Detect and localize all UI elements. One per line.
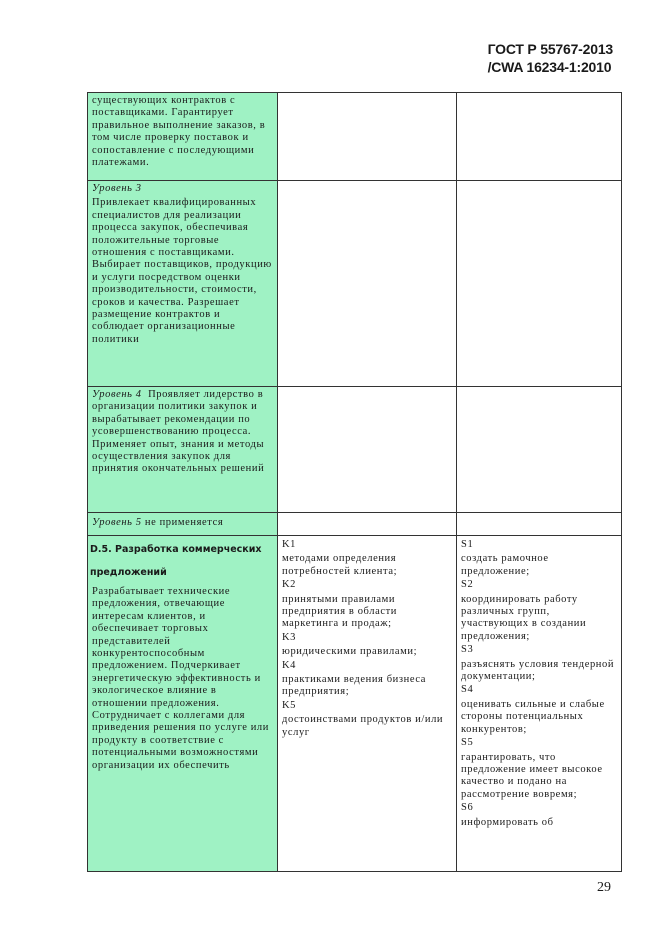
knowledge-text: юридическими правилами; [282, 646, 418, 658]
skill-text: оценивать сильные и слабые стороны потенциальных конкурентов; [461, 698, 605, 735]
knowledge-code: K5 [282, 699, 297, 711]
knowledge-text: достоинствами продуктов и/или услуг [282, 714, 444, 738]
section-title: D.5. Разработка коммерческих предложений [90, 544, 262, 578]
level-3-cell [88, 181, 278, 387]
table-row [88, 181, 622, 387]
level-label: Уровень 3 [92, 183, 142, 194]
skills-list-cell [457, 536, 622, 872]
level-description: не применяется [144, 517, 224, 528]
section-description: Разрабатывает технические предложения, отвечающие интересам клиентов, и обеспечивает торговых представителей конкурентоспособным предложением. Подчеркивает энергетическую эффективность и экологическое влияние в отношении предложения. Сотрудничает с коллегами для приведения решения по услуге или продукту в соответствие с потенциальными возможностями организации их обеспечить [92, 586, 269, 771]
standard-number: ГОСТ Р 55767-2013 [487, 41, 613, 57]
knowledge-code: K3 [282, 631, 297, 643]
knowledge-cell [278, 93, 457, 181]
knowledge-code: K2 [282, 579, 297, 591]
level-paragraph [92, 389, 273, 476]
knowledge-cell [278, 513, 457, 536]
skills-cell [457, 181, 622, 387]
knowledge-cell [278, 181, 457, 387]
knowledge-code: K4 [282, 659, 297, 671]
skill-code: S4 [461, 684, 474, 696]
level-description: Проявляет лидерство в организации политики закупок и вырабатывает рекомендации по усовершенствованию процесса. Применяет опыт, знания и методы осуществления закупок для принятия окончательных решений [92, 389, 265, 475]
document-header [488, 40, 613, 76]
competence-table [87, 92, 622, 872]
skill-code: S2 [461, 579, 474, 591]
table-row [88, 536, 622, 872]
knowledge-text: методами определения потребностей клиента; [282, 553, 398, 577]
level-5-cell [88, 513, 278, 536]
level-label: Уровень 4 [92, 389, 142, 400]
skills-cell [457, 513, 622, 536]
skill-text: создать рамочное предложение; [461, 553, 549, 577]
section-d5-cell [88, 536, 278, 872]
skill-code: S5 [461, 737, 474, 749]
table-row [88, 93, 622, 181]
skill-text: разъяснять условия тендерной документации; [461, 658, 615, 683]
knowledge-code: K1 [282, 539, 297, 550]
skills-cell [457, 93, 622, 181]
knowledge-cell [278, 387, 457, 513]
skill-code: S1 [461, 539, 474, 550]
knowledge-text: практиками ведения бизнеса предприятия; [282, 674, 427, 698]
level-paragraph [92, 517, 273, 529]
table-row [88, 387, 622, 513]
description-text: существующих контрактов с поставщиками. Гарантирует правильное выполнение заказов, в том числе проверку поставок и сопоставление с последующими платежами. [92, 95, 266, 169]
description-cell [88, 93, 278, 181]
knowledge-list-cell [278, 536, 457, 872]
level-description: Привлекает квалифицированных специалистов для реализации процесса закупок, обеспечивая положительные торговые отношения с поставщиками. Выбирает поставщиков, продукцию и услуги посредством оценки производительности, стоимости, сроков и качества. Разрешает размещение контрактов и соблюдает организационные политики [92, 197, 272, 345]
skills-cell [457, 387, 622, 513]
skill-code: S3 [461, 644, 474, 656]
level-label: Уровень 5 [92, 517, 142, 528]
level-4-cell [88, 387, 278, 513]
skill-text: координировать работу различных групп, участвующих в создании предложения; [461, 593, 587, 642]
knowledge-text: принятыми правилами предприятия в области маркетинга и продаж; [282, 593, 397, 630]
skill-code: S6 [461, 802, 474, 814]
skill-text: гарантировать, что предложение имеет высокое качество и подано на рассмотрение вовремя; [461, 751, 603, 800]
skills-list [461, 539, 617, 829]
page-number: 29 [597, 880, 611, 895]
cwa-number: /CWA 16234-1:2010 [487, 59, 612, 75]
table-row [88, 513, 622, 536]
skill-text: информировать об [461, 816, 554, 828]
knowledge-list [282, 539, 452, 739]
